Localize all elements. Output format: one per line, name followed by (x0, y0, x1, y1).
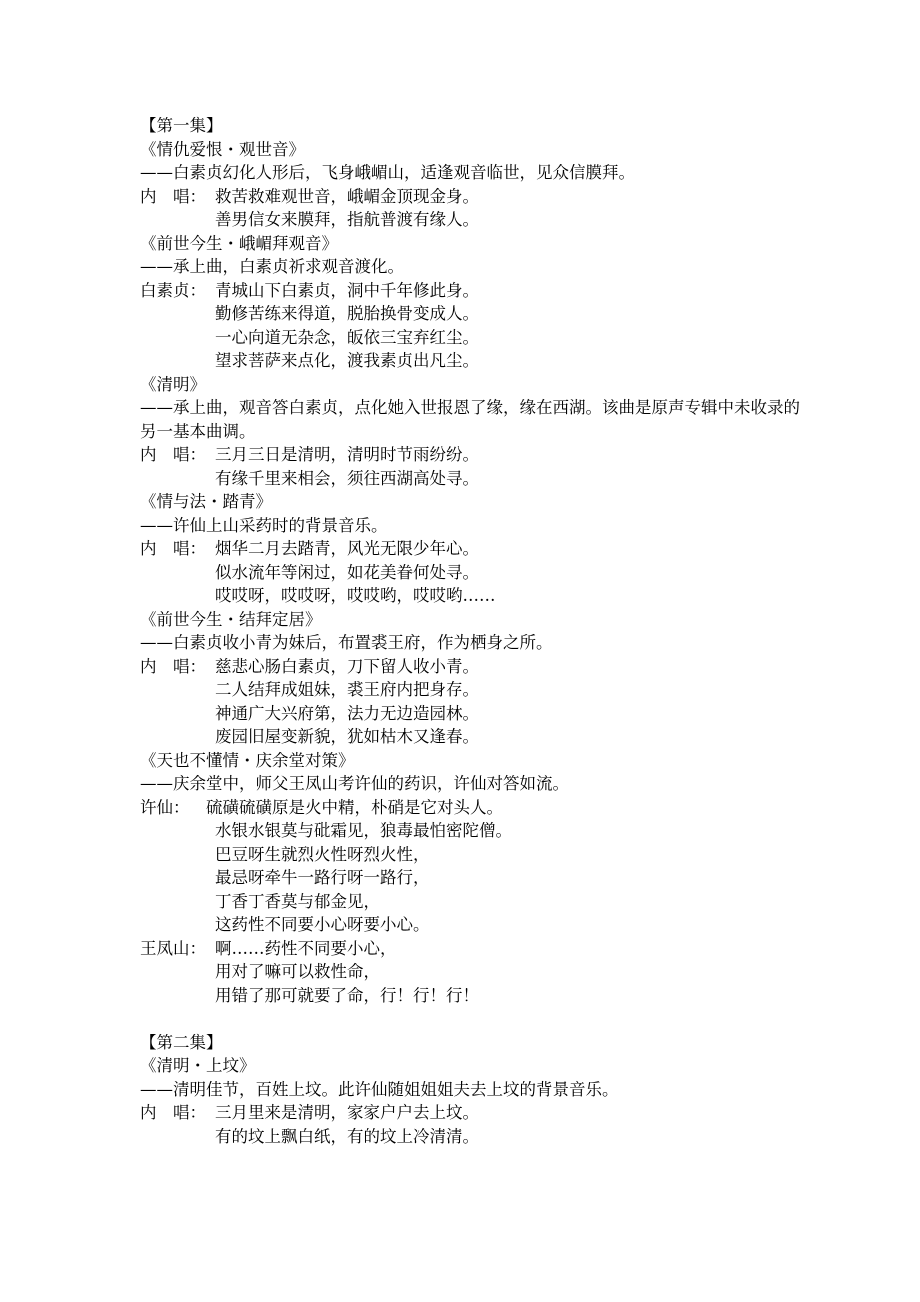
lyric-line: 神通广大兴府第，法力无边造园林。 (215, 703, 479, 723)
lyric-row (140, 937, 800, 961)
document-page (140, 114, 800, 1148)
song-title: 《清明・上坟》 (140, 1056, 256, 1075)
speaker-label: 内 唱： (140, 1103, 206, 1122)
lyric-line: 有的坟上飘白纸，有的坟上冷清清。 (215, 1126, 479, 1146)
lyric-line: 青城山下白素贞，洞中千年修此身。 (215, 280, 479, 300)
song-title: 《前世今生・峨嵋拜观音》 (140, 233, 338, 253)
lyric-line: 救苦救难观世音，峨嵋金顶现金身。 (215, 186, 479, 206)
lyric-line: 似水流年等闲过，如花美眷何处寻。 (215, 562, 479, 582)
episode-heading: 【第二集】 (140, 1032, 223, 1052)
lyric-line: 望求菩萨来点化，渡我素贞出凡尘。 (215, 351, 479, 370)
lyric-row (140, 185, 800, 209)
lyric-line: 哎哎呀，哎哎呀，哎哎哟，哎哎哟…… (215, 586, 496, 605)
song-title: 《天也不懂情・庆余堂对策》 (140, 750, 355, 770)
lyric-line: 最忌呀牵牛一路行呀一路行， (215, 868, 430, 887)
song-title: 《情仇爱恨・观世音》 (140, 139, 305, 159)
lyric-row (140, 655, 800, 679)
song-description: ——庆余堂中，师父王凤山考许仙的药识，许仙对答如流。 (140, 774, 569, 793)
lyric-line: 水银水银莫与砒霜见，狼毒最怕密陀僧。 (215, 821, 512, 840)
lyric-line: 有缘千里来相会，须往西湖高处寻。 (215, 468, 479, 488)
speaker-label: 内 唱： (140, 445, 206, 464)
lyric-line: 慈悲心肠白素贞，刀下留人收小青。 (215, 656, 479, 676)
lyric-row (140, 796, 800, 820)
lyric-line: 二人结拜成姐妹，裘王府内把身存。 (215, 680, 479, 699)
speaker-label: 王凤山： (140, 938, 206, 958)
lyric-line: 硫磺硫磺原是火中精，朴硝是它对头人。 (206, 797, 503, 817)
song-description: ——承上曲，白素贞祈求观音渡化。 (140, 257, 404, 276)
speaker-label: 内 唱： (140, 186, 206, 206)
song-title: 《情与法・踏青》 (140, 492, 272, 511)
lyric-line: 啊……药性不同要小心， (215, 938, 397, 958)
song-title: 《前世今生・结拜定居》 (140, 609, 322, 629)
lyric-line: 用错了那可就要了命，行！行！行！ (215, 985, 479, 1005)
lyric-line: 一心向道无杂念，皈依三宝弃红尘。 (215, 327, 479, 347)
lyric-line: 三月里来是清明，家家户户去上坟。 (215, 1103, 479, 1122)
song-description: ——许仙上山采药时的背景音乐。 (140, 515, 388, 535)
lyric-row (140, 279, 800, 303)
song-description: ——白素贞幻化人形后，飞身峨嵋山，适逢观音临世，见众信膜拜。 (140, 163, 635, 182)
lyric-line: 废园旧屋变新貌，犹如枯木又逢春。 (215, 727, 479, 746)
lyric-line: 烟华二月去踏青，风光无限少年心。 (215, 539, 479, 558)
lyric-row (140, 443, 800, 467)
lyric-row (140, 1101, 800, 1125)
song-description: ——承上曲，观音答白素贞，点化她入世报恩了缘，缘在西湖。该曲是原声专辑中未收录的另一基本曲调。 (140, 398, 800, 441)
lyric-line: 勤修苦练来得道，脱胎换骨变成人。 (215, 304, 479, 323)
lyric-line: 巴豆呀生就烈火性呀烈火性， (215, 844, 430, 864)
lyric-line: 三月三日是清明，清明时节雨纷纷。 (215, 445, 479, 464)
spacer (140, 1007, 800, 1031)
song-title: 《清明》 (140, 374, 206, 394)
lyric-line: 这药性不同要小心呀要小心。 (215, 915, 430, 934)
lyric-line: 丁香丁香莫与郁金见， (215, 891, 380, 911)
lyric-row (140, 537, 800, 561)
speaker-label: 内 唱： (140, 539, 206, 558)
speaker-label: 许仙： (140, 797, 190, 817)
song-description: ——清明佳节，百姓上坟。此许仙随姐姐姐夫去上坟的背景音乐。 (140, 1079, 619, 1099)
episode-heading: 【第一集】 (140, 116, 223, 135)
lyric-line: 用对了嘛可以救性命， (215, 962, 380, 981)
song-description: ——白素贞收小青为妹后，布置裘王府，作为栖身之所。 (140, 633, 553, 652)
speaker-label: 内 唱： (140, 656, 206, 676)
lyric-line: 善男信女来膜拜，指航普渡有缘人。 (215, 210, 479, 229)
speaker-label: 白素贞： (140, 280, 206, 300)
